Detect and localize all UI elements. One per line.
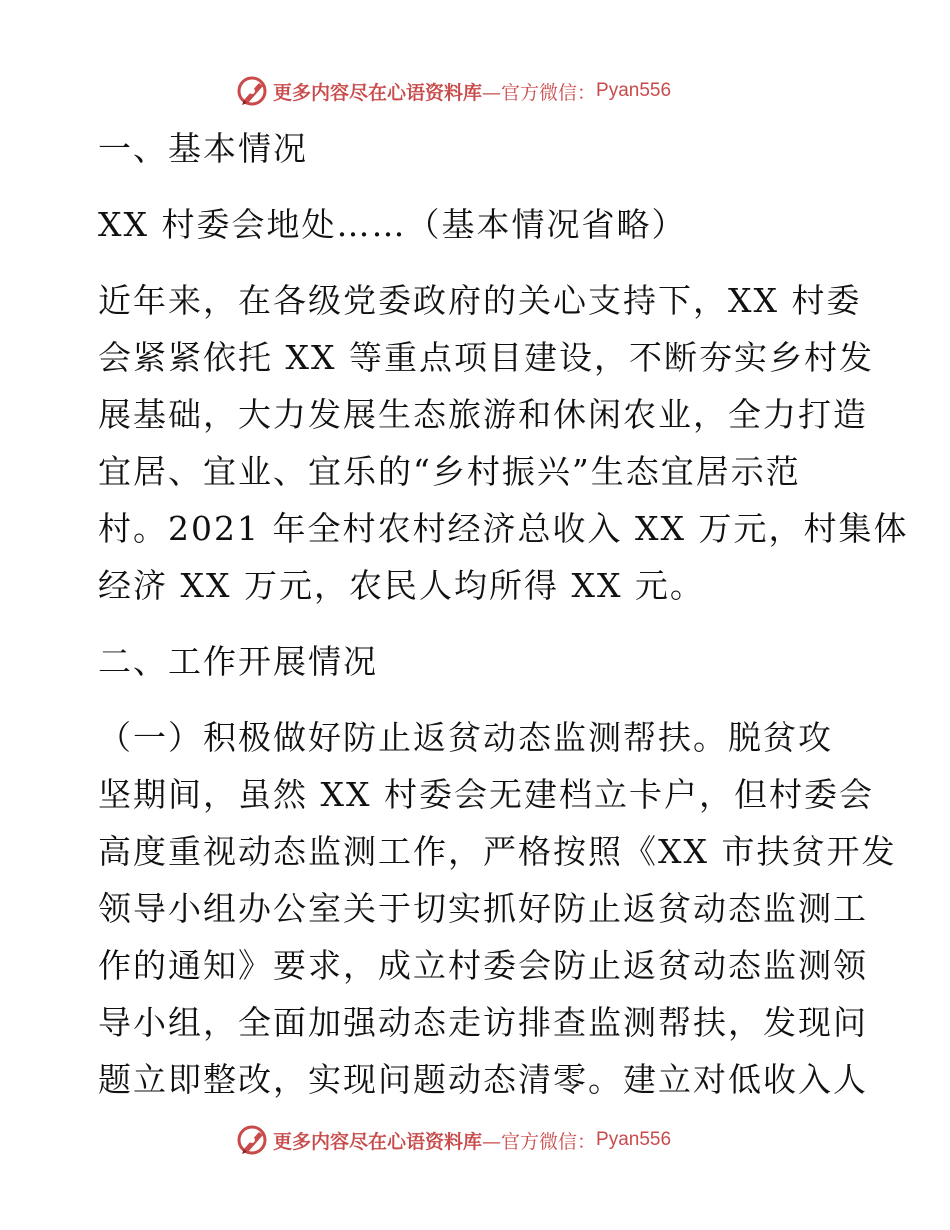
basic-info-intro: XX 村委会地处……（基本情况省略） [98, 205, 687, 244]
text-line: 宜居、宜业、宜乐的“乡村振兴”生态宜居示范 [98, 452, 801, 491]
watermark-footer [235, 1120, 755, 1160]
watermark-header [235, 71, 755, 111]
document-body [98, 120, 909, 1108]
text-line: 导小组，全面加强动态走访排查监测帮扶，发现问 [98, 1003, 868, 1042]
pen-logo-icon [235, 1122, 271, 1158]
watermark-title: 更多内容尽在心语资料库 [273, 1130, 483, 1153]
watermark-label: —官方微信： [482, 1130, 597, 1153]
watermark-title: 更多内容尽在心语资料库 [273, 81, 483, 104]
paragraph-poverty-monitoring [98, 709, 897, 1108]
text-line: 高度重视动态监测工作，严格按照《XX 市扶贫开发 [98, 832, 897, 871]
section-heading-basic-info: 一、基本情况 [98, 129, 308, 168]
watermark-label: —官方微信： [482, 81, 597, 104]
text-line: 经济 XX 万元，农民人均所得 XX 元。 [98, 566, 705, 605]
watermark-wechat-id: Pyan556 [596, 80, 672, 101]
text-line: 领导小组办公室关于切实抓好防止返贫动态监测工 [98, 889, 868, 928]
text-line: （一）积极做好防止返贫动态监测帮扶。脱贫攻 [98, 718, 833, 757]
watermark-wechat-id: Pyan556 [596, 1129, 672, 1150]
text-line: 村。2021 年全村农村经济总收入 XX 万元，村集体 [98, 509, 909, 548]
text-line: 近年来，在各级党委政府的关心支持下，XX 村委 [98, 281, 862, 320]
text-line: 坚期间，虽然 XX 村委会无建档立卡户，但村委会 [98, 775, 874, 814]
text-line: 作的通知》要求，成立村委会防止返贫动态监测领 [98, 946, 868, 985]
paragraph-overview [98, 272, 909, 614]
section-heading-work-progress: 二、工作开展情况 [98, 642, 378, 681]
pen-logo-icon [235, 73, 271, 109]
text-line: 展基础，大力发展生态旅游和休闲农业，全力打造 [98, 395, 868, 434]
text-line: 题立即整改，实现问题动态清零。建立对低收入人 [98, 1060, 868, 1099]
text-line: 会紧紧依托 XX 等重点项目建设，不断夯实乡村发 [98, 338, 874, 377]
